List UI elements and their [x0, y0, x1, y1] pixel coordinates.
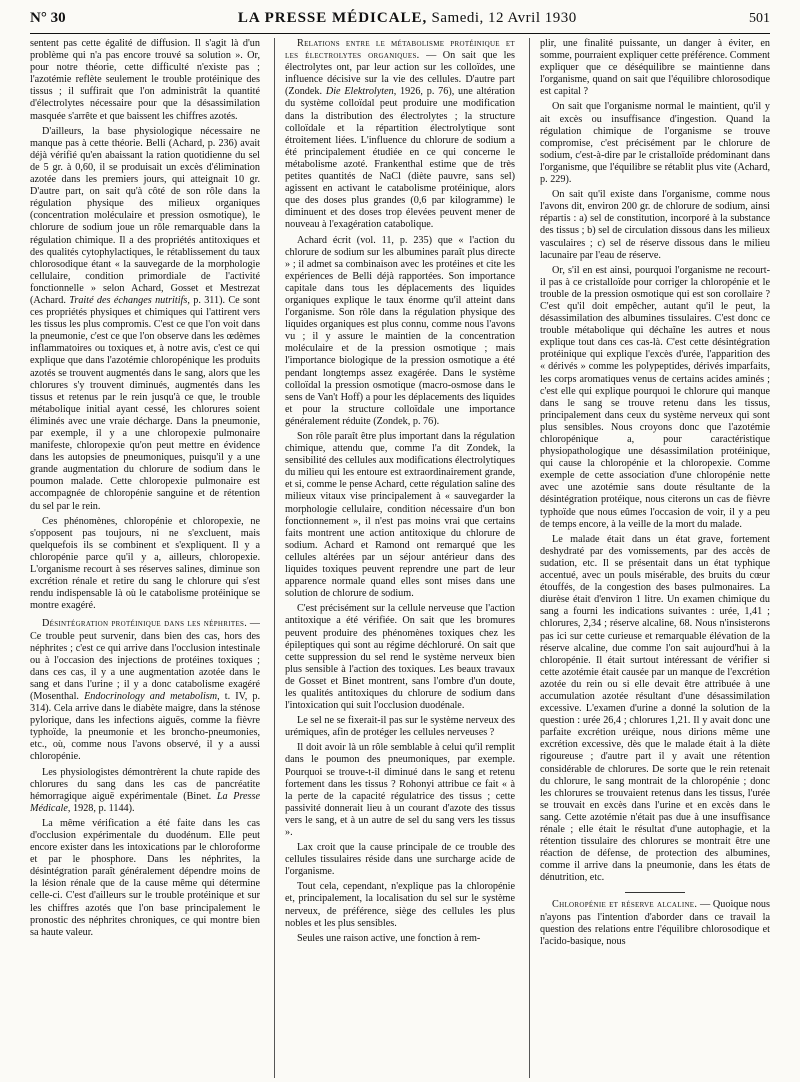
paragraph: sentent pas cette égalité de diffusion. Il s'agit là d'un problème qui n'a pas encore trouvé sa solution ». Or, pour notre théorie, cette difficulté n'existe pas ; l'azotémie reflète seulement le trouble protéinique des tissus ; il suffirait que l'on administrât la quantité d'électrolytes nécessaire pour que la désassimilation masquée s'arrête et que baissent les chiffres azotés. [30, 38, 260, 122]
paragraph: La même vérification a été faite dans les cas d'occlusion expérimentale du duodénum. Elle peut encore exister dans les intoxications par le chloroforme et par le phosphore. Dans les néphrites, la désintégration paraît généralement dépendre moins de la lésion rénale que de la cause même qui détermine celle-ci. C'est d'ailleurs sur le trouble protéinique et sur les chiffres azotés que l'on base principalement le pronostic des néphrites chroniques, ce qui montre bien sa haute valeur. [30, 817, 260, 938]
paragraph: plir, une finalité puissante, un danger à éviter, en somme, pourraient expliquer cette préférence. Comment expliquer que ce déséquilibre se maintienne dans l'organisme, quand on sait que l'équilibre chlorosodique est capital ? [540, 38, 770, 98]
journal-name: LA PRESSE MÉDICALE, [237, 10, 428, 26]
text-columns [30, 38, 770, 1078]
section-heading: Chloropénie et réserve alcaline. [552, 899, 698, 911]
paragraph: On sait que l'organisme normal le maintient, qu'il y ait excès ou insuffisance d'ingestion. Quand la régulation chimique de l'organisme se trouve compromise, c'est précisément par le chlorure de sodium, c'est-à-dire par le cristalloïde prédominant dans l'organisme, que l'équilibre se rétablit plus vite (Achard, p. 229). [540, 101, 770, 186]
paragraph: C'est précisément sur la cellule nerveuse que l'action antitoxique a été vérifiée. On sait que les bromures peuvent produire des phénomènes toxiques chez les épileptiques qui sont au régime déchloruré. On sait que cette suppression du sel rend le système nerveux bien plus sensible à l'action des toxiques. Les beaux travaux de Gosset et Binet montrent, sans l'ombre d'un doute, les qualités antitoxiques du chlorure de sodium dans l'intoxication qui suit l'occlusion duodénale. [285, 603, 515, 712]
issue-number: N° 30 [30, 10, 66, 26]
page-header [30, 10, 770, 32]
column-1 [30, 38, 260, 1078]
paragraph: Tout cela, cependant, n'explique pas la chloropénie et, principalement, la localisation du sel sur le système nerveux, de préférence, siège des cellules les plus nobles et les plus sensibles. [285, 881, 515, 929]
paragraph: D'ailleurs, la base physiologique nécessaire ne manque pas à cette théorie. Belli (Achard, p. 236) avait déjà vérifié qu'en abaissant la ration quotidienne du sel de 5 gr. à 0,60, il se produisait un excès d'élimination azotée dans les premiers jours, qui atteignait 10 gr. D'autre part, on sait qu'à côté de son rôle dans la régulation physique des milieux organiques (concentration moléculaire et pression osmotique), le chlorure de sodium joue un rôle remarquable dans la régulation chimique. Il a des propriétés antitoxiques et des qualités cytophylactiques, le rétablissement du taux chlorosodique étant « la sauvegarde de la morphologie cellulaire, condition primordiale de l'activité fonctionnelle » selon Achard, Gosset et Mestrezat (Achard. Traité des échanges nutritifs, p. 311). Ce sont ces propriétés physiques et chimiques qui l'attirent vers les tissus les plus compromis. C'est ce que l'on voit dans la pneumonie, c'est ce que l'on observe dans les œdèmes inflammatoires ou toxiques et, à notre avis, c'est ce qui explique que dans l'azotémie chloropénique les produits azotés se trouvent augmentés dans le sang, alors que les chlorures s'y trouvent diminués, augmentés dans les tissus et retenus par le rein jusqu'à ce que, le trouble métabolique initial ayant cessé, les chlorures soient éliminés avec une vraie décharge. Dans la pneumonie, par exemple, il y a une chloropexie pulmonaire manifeste, chloropexie qu'on peut mettre en évidence dans les autopsies de pneumoniques, puisqu'il y a une grande augmentation du chlorure de sodium dans le poumon malade. Cette chloropexie pulmonaire est accompagnée de chloropénie sanguine et de rétention du sel par le rein. [30, 125, 260, 512]
page-number: 501 [749, 11, 770, 26]
paragraph: Le malade était dans un état grave, fortement deshydraté par des vomissements, par des accès de sudation, etc. Il se présentait dans un état typhique accentué, avec un pouls misérable, des bruits du cœur étouffés, de la congestion des bases pulmonaires. La diurèse était d'environ 1 litre. Un examen chimique du sang a fourni les indications suivantes : urée, 1,41 ; chlorures, 2,34 ; réserve alcaline, 68. Nous n'insisterons pas ici sur cette curieuse et remarquable élévation de la réserve alcaline, due comme l'on sait aujourd'hui à la chloropénie. Il était surtout intéressant de vérifier si cette azotémie était causée par un manque de l'excrétion azotée du rein ou si elle devait être attribuée à une accumulation azotée résultant d'une désassimilation excessive. L'examen d'urine a donné la solution de la question : urée 26,4 ; chlorures 1,21. Il y avait donc une parfaite excrétion uréique, nous dirions même une excrétion excessive, dès que le malade était à la diète rigoureuse ; d'autre part il y avait une rétention considérable de chlorures. De sorte que le rein retenait du chlorure, le sang montrait de la chloropénie ; donc les chlorures se trouvaient retenus dans les tissus, l'urée se trouvait en excès dans l'urine et en excès dans le sang. Cette azotémie n'était pas due à une insuffisance rénale ; elle était le résultat d'une autophagie, et la rétention tissulaire des chlorures se montrait être une réaction de défense, de protection des albumines, comme il arrive dans la pneumonie, dans les états de dénutrition, etc. [540, 533, 770, 884]
citation: La Presse Médicale [30, 790, 260, 814]
paragraph: Or, s'il en est ainsi, pourquoi l'organisme ne recourt-il pas à ce cristalloïde pour corriger la chloropénie et le trouble de la pression osmotique qui est son corollaire ? C'est qu'il doit empêcher, autant qu'il le peut, la désassimilation des albumines tissulaires. C'est donc ce trouble métabolique qui déchaîne les autres et nous explique tout dans ces cas-là. C'est cette désintégration protéinique qui explique l'excès d'urée, l'apparition des « dérivés » comme les polypeptides, dérivés imparfaits, les corps aromatiques venus de certains acides aminés ; c'est elle qui explique pourquoi le chlorure qui manque dans le sang se trouve retenu dans les tissus, principalement dans ceux du système nerveux qui sont plus sensibles. Nous croyons donc que l'azotémie chloropénique a, pour caractéristique physiopathologique une désassimilation protéinique, qui cause la chloropénie et la chloropexie. Comme exemple de cette association d'une chloropénie nette avec une azotémie sans doute résultante de la désintégration protéique, nous citerons un cas de fièvre typhoïde que nous eûmes l'occasion de voir, il y a peu de temps encore, à la veille de la mort du malade. [540, 264, 770, 530]
paragraph: Le sel ne se fixerait-il pas sur le système nerveux des urémiques, afin de protéger les cellules nerveuses ? [285, 715, 515, 739]
paragraph: Son rôle paraît être plus important dans la régulation chimique, attendu que, comme l'a dit Zondek, la sensibilité des cellules aux modifications électrolytiques du milieu qui les entoure est extraordinairement grande, et si, comme le pense Achard, cette régulation saline des milieux vitaux vise principalement à « sauvegarder la morphologie cellulaire, condition nécessaire d'un bon fonctionnement », il n'est pas moins vrai que certains faits montrent une action antitoxique du chlorure de sodium. Achard et Ramond ont remarqué que les cellules altérées par un séjour antérieur dans des liquides toxiques peuvent reprendre une part de leur apparence normale quand elles sont mises dans une solution de chlorure de sodium. [285, 431, 515, 600]
paragraph: Les physiologistes démontrèrent la chute rapide des chlorures du sang dans les cas de pancréatite hémorragique aiguë expérimentale (Binet. La Presse Médicale, 1928, p. 1144). [30, 766, 260, 814]
paragraph: Achard écrit (vol. 11, p. 235) que « l'action du chlorure de sodium sur les albumines paraît plus directe » ; il admet sa combinaison avec les protéines et cite les expériences de Belli déjà rapportées. Son importance capitale dans tous les déplacements des liquides organiques explique le taux énorme qu'il atteint dans l'organisme. Son rôle dans la régulation physique des liquides organiques est plus connu, comme nous l'avons vu ; il y assure le maintien de la concentration moléculaire et de la pression osmotique ; mais l'importance biologique de la pression osmotique a été pendant longtemps assez exagérée. Dans le système colloïdal la pression osmotique (macro-osmose dans le sens de Van't Hoff) a pour les déplacements des liquides et pour la structure colloïdale une importance généralement réduite (Zondek, p. 76). [285, 234, 515, 427]
paragraph: Seules une raison active, une fonction à rem- [297, 932, 481, 944]
citation: Die Elektrolyten [325, 86, 394, 98]
paragraph: Relations entre le métabolisme protéinique et les électrolytes organiques. — On sait que les électrolytes ont, par leur action sur les colloïdes, une influence décisive sur la vie des cellules. D'autre part (Zondek. Die Elektrolyten, 1926, p. 76), une altération du système colloïdal peut produire une modification dans la distribution des électrolytes ; la structure colloïdale et la répartition électrolytique sont étroitement liées. L'influence du chlorure de sodium a été principalement étudiée en ce qui concerne le métabolisme azoté. Frankenthal estime que de très petites quantités de NaCl (diète pauvre, sans sel) agissent en activant le catabolisme protéinique, alors que des doses plus grandes (0,6 par kilogramme) le diminuent et des doses trop élevées peuvent mener de nouveau à l'exagération catabolique. [285, 38, 515, 231]
section-heading: Relations entre le métabolisme protéinique et les électrolytes organiques. [285, 38, 515, 62]
masthead [238, 10, 577, 27]
issue-date: Samedi, 12 Avril 1930 [431, 10, 577, 26]
paragraph: Lax croit que la cause principale de ce trouble des cellules tissulaires réside dans une surcharge acide de l'organisme. [285, 842, 515, 878]
column-3 [529, 38, 770, 1078]
column-2 [274, 38, 515, 1078]
section-heading: Désintégration protéinique dans les néphrites. [42, 618, 248, 630]
citation: Traité des échanges nutritifs [69, 294, 188, 306]
header-rule [30, 33, 770, 34]
paragraph: Chloropénie et réserve alcaline. — Quoique nous n'ayons pas l'intention d'aborder dans ce travail la question des relations entre l'équilibre chlorosodique et l'acido-basique, nous [540, 899, 770, 947]
paragraph: Ces phénomènes, chloropénie et chloropexie, ne s'opposent pas toujours, ni ne s'excluent, mais quelquefois ils se combinent et s'expliquent. Il y a chloropénie parce qu'il y a, ailleurs, chloropexie. L'organisme recourt à ses réserves salines, diminue son excrétion rénale et retire du sang le chlorure qui s'est rendu indispensable là où le catabolisme protéinique se montre exagéré. [30, 515, 260, 612]
paragraph: Désintégration protéinique dans les néphrites. — Ce trouble peut survenir, dans bien des cas, hors des néphrites ; c'est ce qui arrive dans l'occlusion intestinale ou à l'occasion des injections de protéines toxiques ; dans ces cas, il y a une augmentation azotée dans le sang et dans l'urine ; il y a donc catabolisme exagéré (Mosenthal. Endocrinology and metabolism, t. IV, p. 314). Cela arrive dans le diabète maigre, dans la sténose pylorique, dans les infections aiguës, comme la fièvre typhoïde, la pneumonie et les broncho-pneumonies, etc., où, comme nous l'avons observé, il y a aussi chloropénie. [30, 618, 260, 763]
citation: Endocrinology and metabolism [84, 690, 218, 702]
section-divider [625, 892, 685, 893]
paragraph: Il doit avoir là un rôle semblable à celui qu'il remplit dans le poumon des pneumoniques, par exemple. Pourquoi se trouve-t-il diminué dans le sang et retenu fortement dans les tissus ? Rohonyi attribue ce fait « à la perte de la capacité régulatrice des tissus ; cette passivité donnerait lieu à un courant d'azote des tissus vers le sang, et à un autre de sel du sang vers les tissus ». [285, 742, 515, 838]
paragraph: On sait qu'il existe dans l'organisme, comme nous l'avons dit, environ 200 gr. de chlorure de sodium, ainsi répartis : a) sel de constitution, incorporé à la substance des tissus ; b) sel de circulation dissous dans les milieux vasculaires ; c) sel de réserve dissous dans le milieu lacunaire par l'eau de réserve. [540, 189, 770, 261]
